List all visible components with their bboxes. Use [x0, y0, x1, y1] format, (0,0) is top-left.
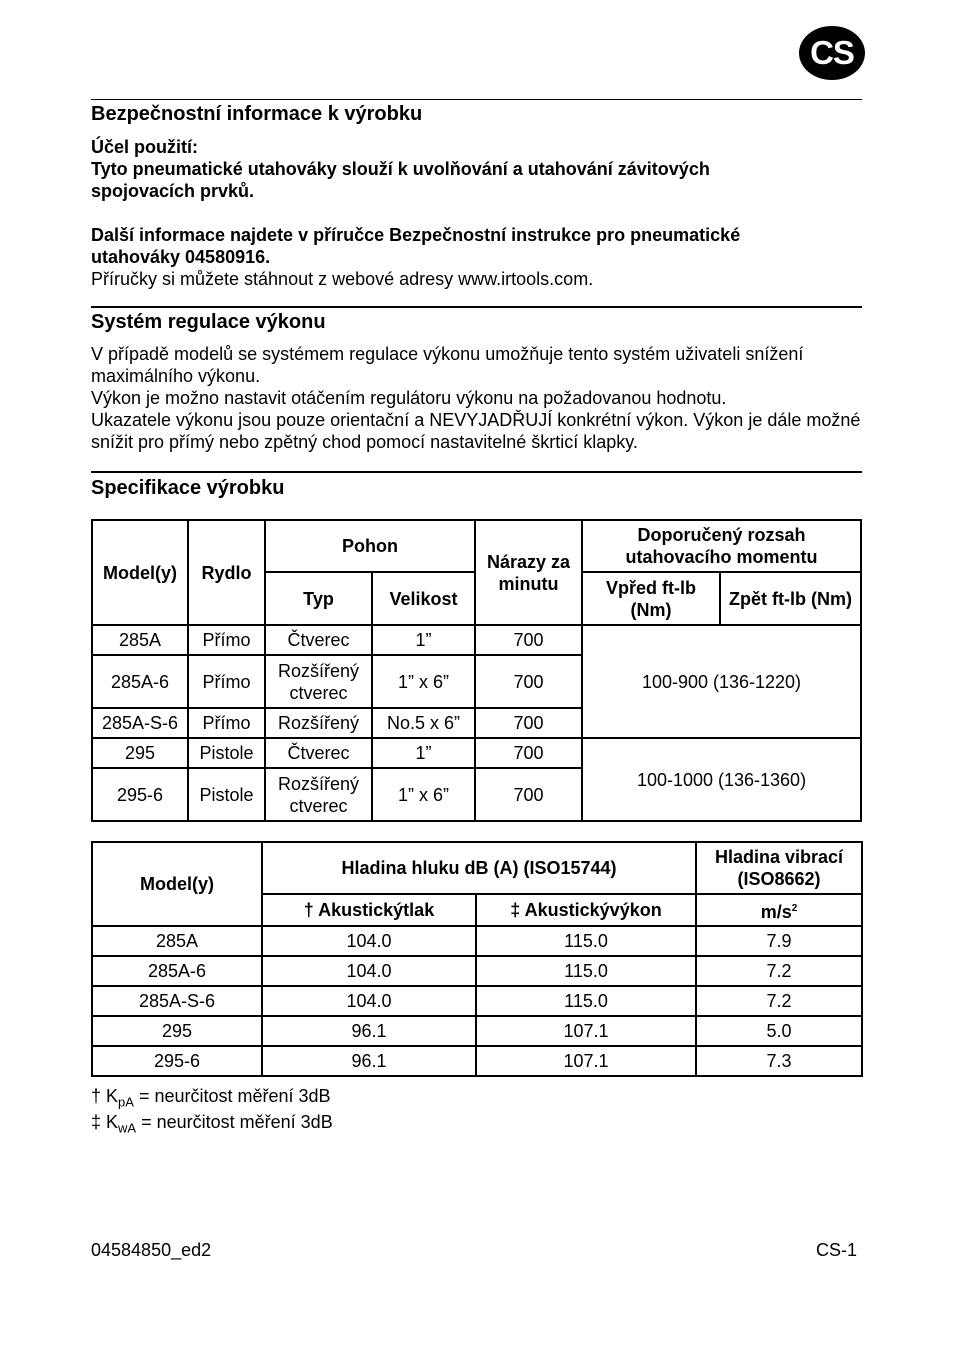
page-number: CS-1 — [816, 1240, 858, 1260]
header-model: Model(y) — [92, 842, 262, 926]
cell-handle: Pistole — [188, 738, 265, 768]
cell-vibration: 7.9 — [696, 926, 862, 956]
more-info-text: Další informace najdete v příručce Bezpečnostní instrukce pro pneumatické utahováky 04580916. — [91, 225, 741, 267]
cell-model: 285A — [92, 926, 262, 956]
power-section — [91, 343, 861, 453]
cell-pressure: 96.1 — [262, 1016, 476, 1046]
header-vibration: Hladina vibrací (ISO8662) — [696, 842, 862, 894]
download-text: Příručky si můžete stáhnout z webové adresy www.irtools.com. — [91, 269, 594, 289]
cell-size: 1” x 6” — [372, 655, 475, 708]
cell-model: 295-6 — [92, 1046, 262, 1076]
cell-handle: Pistole — [188, 768, 265, 821]
power-paragraph: Výkon je možno nastavit otáčením regulátoru výkonu na požadovanou hodnotu. — [91, 388, 727, 408]
safety-section — [91, 136, 866, 290]
table-row — [92, 1016, 862, 1046]
cell-bpm: 700 — [475, 625, 582, 655]
cell-model: 285A-6 — [92, 956, 262, 986]
cell-vibration: 5.0 — [696, 1016, 862, 1046]
header-torque: Doporučený rozsah utahovacího momentu — [582, 520, 861, 572]
cell-model: 295-6 — [92, 768, 188, 821]
cell-bpm: 700 — [475, 738, 582, 768]
table-row — [92, 1046, 862, 1076]
power-paragraph: Ukazatele výkonu jsou pouze orientační a NEVYJADŘUJÍ konkrétní výkon. Výkon je dále možné snížit pro přímý nebo zpětný chod pomocí nastavitelné škrticí klapky. — [91, 410, 861, 452]
cell-model: 285A — [92, 625, 188, 655]
table-row — [92, 926, 862, 956]
footnote-subscript: pA — [118, 1094, 134, 1110]
table-row — [92, 738, 861, 768]
cell-size: 1” x 6” — [372, 768, 475, 821]
purpose-text: Tyto pneumatické utahováky slouží k uvolňování a utahování závitových spojovacích prvků. — [91, 159, 710, 201]
cell-model: 295 — [92, 738, 188, 768]
header-model: Model(y) — [92, 520, 188, 625]
cell-power: 115.0 — [476, 956, 696, 986]
cell-pressure: 104.0 — [262, 986, 476, 1016]
noise-vibration-table — [91, 841, 863, 1077]
cell-bpm: 700 — [475, 655, 582, 708]
cell-vibration: 7.3 — [696, 1046, 862, 1076]
cell-handle: Přímo — [188, 708, 265, 738]
cell-pressure: 96.1 — [262, 1046, 476, 1076]
header-blows: Nárazy za minutu — [475, 520, 582, 625]
footnote — [91, 1086, 331, 1110]
cell-torque: 100-900 (136-1220) — [582, 625, 861, 738]
cell-torque: 100-1000 (136-1360) — [582, 738, 861, 821]
header-drive-size: Velikost — [372, 572, 475, 625]
table-row — [92, 625, 861, 655]
header-sound-power: ‡ Akustickývýkon — [476, 894, 696, 926]
header-noise: Hladina hluku dB (A) (ISO15744) — [262, 842, 696, 894]
power-paragraph: V případě modelů se systémem regulace výkonu umožňuje tento systém uživateli snížení maximálního výkonu. — [91, 344, 804, 386]
divider — [91, 471, 862, 473]
cell-size: 1” — [372, 625, 475, 655]
divider — [91, 306, 862, 308]
power-heading: Systém regulace výkonu — [91, 311, 326, 333]
footnote-text: = neurčitost měření 3dB — [133, 1086, 331, 1106]
header-sound-pressure: † Akustickýtlak — [262, 894, 476, 926]
unit-label: m/s — [760, 901, 792, 922]
cell-power: 107.1 — [476, 1046, 696, 1076]
cell-model: 285A-6 — [92, 655, 188, 708]
purpose-label: Účel použití: — [91, 137, 198, 157]
header-unit — [696, 894, 862, 926]
cell-vibration: 7.2 — [696, 986, 862, 1016]
cell-model: 285A-S-6 — [92, 708, 188, 738]
divider — [91, 99, 862, 100]
table-row — [92, 986, 862, 1016]
cell-power: 115.0 — [476, 986, 696, 1016]
cell-handle: Přímo — [188, 655, 265, 708]
cell-bpm: 700 — [475, 768, 582, 821]
cell-type: Čtverec — [265, 625, 372, 655]
language-badge: CS — [799, 26, 865, 80]
footnote-symbol: ‡ K — [91, 1112, 119, 1132]
cell-pressure: 104.0 — [262, 926, 476, 956]
safety-heading: Bezpečnostní informace k výrobku — [91, 103, 423, 125]
footnote-subscript: wA — [118, 1120, 137, 1136]
document-number: 04584850_ed2 — [91, 1240, 212, 1260]
cell-size: 1” — [372, 738, 475, 768]
header-handle: Rydlo — [188, 520, 265, 625]
cell-type: Rozšířený ctverec — [265, 655, 372, 708]
cell-power: 107.1 — [476, 1016, 696, 1046]
cell-type: Čtverec — [265, 738, 372, 768]
header-drive: Pohon — [265, 520, 475, 572]
cell-type: Rozšířený — [265, 708, 372, 738]
unit-exponent: 2 — [791, 902, 798, 914]
footnote — [91, 1112, 333, 1136]
footnote-text: = neurčitost měření 3dB — [136, 1112, 333, 1132]
specs-table — [91, 519, 862, 822]
cell-type: Rozšířený ctverec — [265, 768, 372, 821]
cell-pressure: 104.0 — [262, 956, 476, 986]
cell-bpm: 700 — [475, 708, 582, 738]
header-forward: Vpřed ft-lb (Nm) — [582, 572, 720, 625]
cell-size: No.5 x 6” — [372, 708, 475, 738]
specs-heading: Specifikace výrobku — [91, 477, 285, 499]
cell-handle: Přímo — [188, 625, 265, 655]
header-reverse: Zpět ft-lb (Nm) — [720, 572, 861, 625]
cell-model: 285A-S-6 — [92, 986, 262, 1016]
cell-model: 295 — [92, 1016, 262, 1046]
header-drive-type: Typ — [265, 572, 372, 625]
cell-power: 115.0 — [476, 926, 696, 956]
cell-vibration: 7.2 — [696, 956, 862, 986]
footnote-symbol: † K — [91, 1086, 119, 1106]
table-row — [92, 956, 862, 986]
